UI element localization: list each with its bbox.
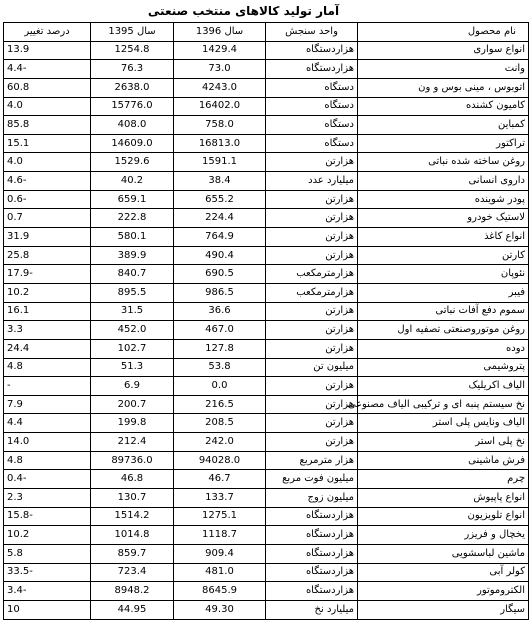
change-percent-cell: 7.9: [4, 395, 91, 414]
year-1395-cell: 76.3: [91, 60, 174, 79]
year-1396-cell: 127.8: [174, 339, 266, 358]
table-row: [4, 209, 529, 228]
year-1396-cell: 208.5: [174, 414, 266, 433]
product-name-cell: فیبر: [358, 283, 529, 302]
unit-cell: میلیون زوج: [266, 489, 358, 508]
product-name-cell: اتوبوس ، مینی بوس و ون: [358, 78, 529, 97]
change-percent-cell: 5.8: [4, 544, 91, 563]
year-1395-cell: 659.1: [91, 190, 174, 209]
product-name-cell: نئوپان: [358, 265, 529, 284]
year-1396-cell: 758.0: [174, 116, 266, 135]
header-unit: واحد سنجش: [266, 23, 358, 42]
year-1395-cell: 31.5: [91, 302, 174, 321]
product-name-cell: انواع پاپیوش: [358, 489, 529, 508]
change-percent-cell: 4.0: [4, 153, 91, 172]
change-percent-cell: -4.4: [4, 60, 91, 79]
year-1396-cell: 224.4: [174, 209, 266, 228]
table-row: [4, 526, 529, 545]
change-percent-cell: 2.3: [4, 489, 91, 508]
change-percent-cell: 10: [4, 600, 91, 619]
unit-cell: دستگاه: [266, 134, 358, 153]
table-row: [4, 414, 529, 433]
product-name-cell: وانت: [358, 60, 529, 79]
year-1395-cell: 40.2: [91, 172, 174, 191]
table-row: [4, 507, 529, 526]
change-percent-cell: 14.0: [4, 433, 91, 452]
product-name-cell: روغن موتوروصنعتی تصفیه اول: [358, 321, 529, 340]
table-row: [4, 41, 529, 60]
year-1396-cell: 94028.0: [174, 451, 266, 470]
year-1395-cell: 130.7: [91, 489, 174, 508]
unit-cell: هزارتن: [266, 395, 358, 414]
product-name-cell: یخچال و فریزر: [358, 526, 529, 545]
year-1396-cell: 216.5: [174, 395, 266, 414]
year-1396-cell: 690.5: [174, 265, 266, 284]
year-1396-cell: 16813.0: [174, 134, 266, 153]
product-name-cell: سموم دفع آفات نباتی: [358, 302, 529, 321]
year-1395-cell: 1514.2: [91, 507, 174, 526]
change-percent-cell: 3.3: [4, 321, 91, 340]
table-row: [4, 153, 529, 172]
product-name-cell: پودر شوینده: [358, 190, 529, 209]
year-1396-cell: 36.6: [174, 302, 266, 321]
year-1395-cell: 199.8: [91, 414, 174, 433]
year-1395-cell: 212.4: [91, 433, 174, 452]
product-name-cell: انواع کاغذ: [358, 228, 529, 247]
table-row: [4, 228, 529, 247]
product-name-cell: نخ پلی استر: [358, 433, 529, 452]
product-name-cell: کامیون کشنده: [358, 97, 529, 116]
table-row: [4, 563, 529, 582]
year-1395-cell: 222.8: [91, 209, 174, 228]
product-name-cell: انواع سواری: [358, 41, 529, 60]
year-1396-cell: 1429.4: [174, 41, 266, 60]
product-name-cell: الیاف اکریلیک: [358, 377, 529, 396]
product-name-cell: کمباین: [358, 116, 529, 135]
year-1396-cell: 4243.0: [174, 78, 266, 97]
product-name-cell: الیاف ونایس پلی استر: [358, 414, 529, 433]
year-1396-cell: 16402.0: [174, 97, 266, 116]
unit-cell: هزاردستگاه: [266, 544, 358, 563]
table-row: [4, 321, 529, 340]
table-row: [4, 283, 529, 302]
change-percent-cell: 13.9: [4, 41, 91, 60]
year-1395-cell: 1254.8: [91, 41, 174, 60]
header-year-1396: سال 1396: [174, 23, 266, 42]
year-1396-cell: 242.0: [174, 433, 266, 452]
table-row: [4, 246, 529, 265]
year-1395-cell: 14609.0: [91, 134, 174, 153]
change-percent-cell: 25.8: [4, 246, 91, 265]
change-percent-cell: 0.7: [4, 209, 91, 228]
change-percent-cell: -4.6: [4, 172, 91, 191]
unit-cell: هزارتن: [266, 153, 358, 172]
header-year-1395: سال 1395: [91, 23, 174, 42]
year-1396-cell: 481.0: [174, 563, 266, 582]
unit-cell: میلیون تن: [266, 358, 358, 377]
change-percent-cell: 15.1: [4, 134, 91, 153]
change-percent-cell: 10.2: [4, 526, 91, 545]
year-1395-cell: 8948.2: [91, 582, 174, 601]
year-1395-cell: 44.95: [91, 600, 174, 619]
year-1395-cell: 452.0: [91, 321, 174, 340]
year-1395-cell: 859.7: [91, 544, 174, 563]
table-row: [4, 339, 529, 358]
unit-cell: هزارتن: [266, 414, 358, 433]
year-1395-cell: 46.8: [91, 470, 174, 489]
table-row: [4, 134, 529, 153]
year-1396-cell: 133.7: [174, 489, 266, 508]
production-table: [3, 22, 529, 620]
table-row: [4, 544, 529, 563]
unit-cell: هزارمترمکعب: [266, 283, 358, 302]
change-percent-cell: -0.6: [4, 190, 91, 209]
change-percent-cell: 31.9: [4, 228, 91, 247]
product-name-cell: الکتروموتور: [358, 582, 529, 601]
unit-cell: هزارتن: [266, 190, 358, 209]
unit-cell: هزاردستگاه: [266, 582, 358, 601]
table-header-row: [4, 23, 529, 42]
year-1396-cell: 53.8: [174, 358, 266, 377]
table-row: [4, 60, 529, 79]
table-row: [4, 358, 529, 377]
unit-cell: دستگاه: [266, 97, 358, 116]
product-name-cell: ماشین لباسشویی: [358, 544, 529, 563]
table-row: [4, 395, 529, 414]
product-name-cell: دوده: [358, 339, 529, 358]
table-row: [4, 433, 529, 452]
year-1396-cell: 909.4: [174, 544, 266, 563]
unit-cell: هزارتن: [266, 339, 358, 358]
change-percent-cell: -3.4: [4, 582, 91, 601]
unit-cell: هزاردستگاه: [266, 563, 358, 582]
table-row: [4, 600, 529, 619]
table-row: [4, 172, 529, 191]
product-name-cell: سیگار: [358, 600, 529, 619]
year-1395-cell: 6.9: [91, 377, 174, 396]
table-row: [4, 190, 529, 209]
year-1396-cell: 49.30: [174, 600, 266, 619]
year-1396-cell: 1275.1: [174, 507, 266, 526]
change-percent-cell: 4.4: [4, 414, 91, 433]
table-row: [4, 97, 529, 116]
year-1395-cell: 89736.0: [91, 451, 174, 470]
product-name-cell: لاستیک خودرو: [358, 209, 529, 228]
unit-cell: هزاردستگاه: [266, 526, 358, 545]
product-name-cell: کولر آبی: [358, 563, 529, 582]
unit-cell: هزارتن: [266, 302, 358, 321]
unit-cell: دستگاه: [266, 116, 358, 135]
year-1395-cell: 389.9: [91, 246, 174, 265]
year-1396-cell: 38.4: [174, 172, 266, 191]
table-row: [4, 582, 529, 601]
table-row: [4, 265, 529, 284]
unit-cell: میلیارد عدد: [266, 172, 358, 191]
year-1396-cell: 655.2: [174, 190, 266, 209]
product-name-cell: روغن ساخته شده نباتی: [358, 153, 529, 172]
unit-cell: هزارتن: [266, 433, 358, 452]
change-percent-cell: 85.8: [4, 116, 91, 135]
product-name-cell: انواع تلویزیون: [358, 507, 529, 526]
year-1395-cell: 200.7: [91, 395, 174, 414]
unit-cell: هزاردستگاه: [266, 41, 358, 60]
product-name-cell: چرم: [358, 470, 529, 489]
table-row: [4, 451, 529, 470]
year-1396-cell: 1591.1: [174, 153, 266, 172]
year-1396-cell: 764.9: [174, 228, 266, 247]
year-1396-cell: 467.0: [174, 321, 266, 340]
product-name-cell: نخ سیستم پنبه ای و ترکیبی الیاف مصنوعی: [358, 395, 529, 414]
product-name-cell: فرش ماشینی: [358, 451, 529, 470]
table-body: [4, 41, 529, 619]
change-percent-cell: 16.1: [4, 302, 91, 321]
unit-cell: هزارتن: [266, 209, 358, 228]
change-percent-cell: 4.8: [4, 451, 91, 470]
unit-cell: هزارتن: [266, 377, 358, 396]
table-row: [4, 470, 529, 489]
unit-cell: هزارتن: [266, 228, 358, 247]
table-row: [4, 489, 529, 508]
product-name-cell: پتروشیمی: [358, 358, 529, 377]
change-percent-cell: -17.9: [4, 265, 91, 284]
change-percent-cell: 4.8: [4, 358, 91, 377]
unit-cell: هزارمترمکعب: [266, 265, 358, 284]
unit-cell: هزارتن: [266, 321, 358, 340]
year-1396-cell: 1118.7: [174, 526, 266, 545]
year-1396-cell: 986.5: [174, 283, 266, 302]
table-row: [4, 302, 529, 321]
header-product-name: نام محصول: [358, 23, 529, 42]
unit-cell: دستگاه: [266, 78, 358, 97]
product-name-cell: کارتن: [358, 246, 529, 265]
year-1395-cell: 895.5: [91, 283, 174, 302]
table-row: [4, 78, 529, 97]
year-1395-cell: 2638.0: [91, 78, 174, 97]
year-1396-cell: 46.7: [174, 470, 266, 489]
unit-cell: هزاردستگاه: [266, 507, 358, 526]
year-1395-cell: 408.0: [91, 116, 174, 135]
year-1396-cell: 490.4: [174, 246, 266, 265]
year-1395-cell: 723.4: [91, 563, 174, 582]
year-1396-cell: 8645.9: [174, 582, 266, 601]
year-1396-cell: 73.0: [174, 60, 266, 79]
unit-cell: میلیون فوت مربع: [266, 470, 358, 489]
unit-cell: هزار مترمربع: [266, 451, 358, 470]
table-row: [4, 377, 529, 396]
year-1395-cell: 840.7: [91, 265, 174, 284]
product-name-cell: تراکتور: [358, 134, 529, 153]
table-row: [4, 116, 529, 135]
change-percent-cell: 60.8: [4, 78, 91, 97]
year-1395-cell: 1529.6: [91, 153, 174, 172]
year-1395-cell: 1014.8: [91, 526, 174, 545]
change-percent-cell: 4.0: [4, 97, 91, 116]
year-1396-cell: 0.0: [174, 377, 266, 396]
product-name-cell: داروی انسانی: [358, 172, 529, 191]
year-1395-cell: 102.7: [91, 339, 174, 358]
year-1395-cell: 15776.0: [91, 97, 174, 116]
change-percent-cell: 24.4: [4, 339, 91, 358]
unit-cell: هزارتن: [266, 246, 358, 265]
change-percent-cell: 10.2: [4, 283, 91, 302]
change-percent-cell: -33.5: [4, 563, 91, 582]
header-change-percent: درصد تغییر: [4, 23, 91, 42]
unit-cell: میلیارد نخ: [266, 600, 358, 619]
unit-cell: هزاردستگاه: [266, 60, 358, 79]
change-percent-cell: -: [4, 377, 91, 396]
change-percent-cell: -15.8: [4, 507, 91, 526]
year-1395-cell: 51.3: [91, 358, 174, 377]
year-1395-cell: 580.1: [91, 228, 174, 247]
page-title: آمار تولید کالاهای منتخب صنعتی: [147, 4, 340, 18]
change-percent-cell: -0.4: [4, 470, 91, 489]
